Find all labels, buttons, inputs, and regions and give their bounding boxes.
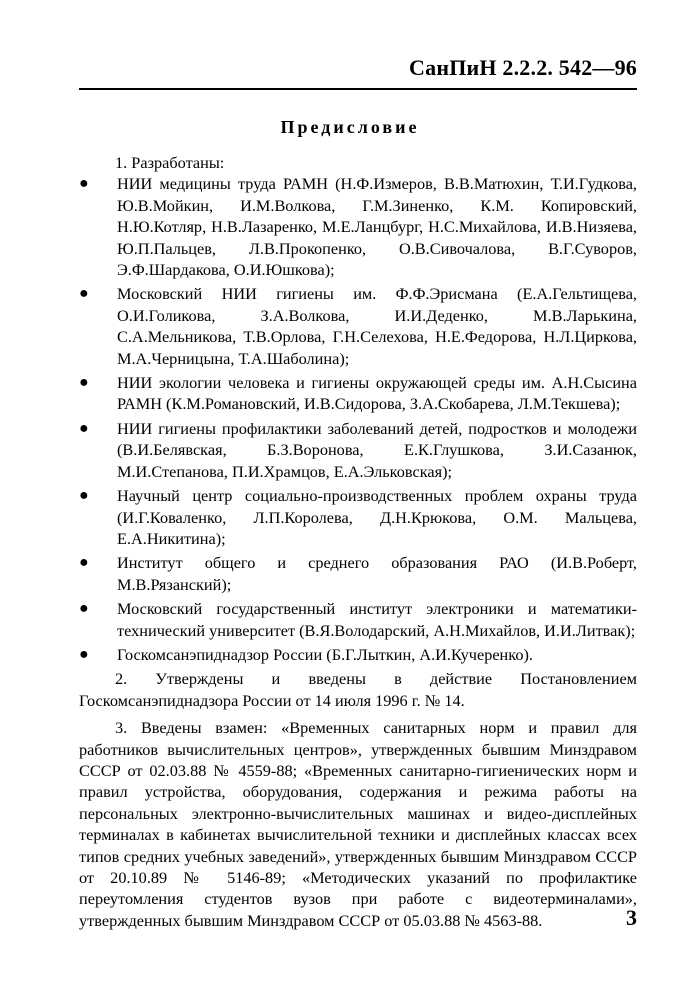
- list-item: [79, 644, 637, 665]
- list-item: [79, 552, 637, 595]
- list-item-text: Научный центр социально-производственных проблем охраны труда (И.Г.Коваленко, Л.П.Королева, Д.Н.Крюкова, О.М. Мальцева, Е.А.Никитина);: [117, 486, 637, 548]
- list-item: [79, 485, 637, 549]
- list-item-text: НИИ гигиены профилактики заболеваний детей, подростков и молодежи (В.И.Белявская, Б.З.Воронова, Е.К.Глушкова, З.И.Сазанюк, М.И.Степанова, П.И.Храмцов, Е.А.Эльковская);: [117, 418, 637, 481]
- header-rule: [79, 88, 637, 90]
- page-number: 3: [626, 905, 637, 930]
- section-2-paragraph: 2. Утверждены и введены в действие Постановлением Госкомсанэпиднадзора России от 14 июля 1996 г. № 14.: [79, 669, 637, 710]
- list-item: [79, 372, 637, 415]
- list-item-text: Московский государственный институт электроники и математики-технический университет (В.Я.Володарский, А.Н.Михайлов, И.И.Литвак);: [117, 599, 637, 640]
- list-item-text: НИИ медицины труда РАМН (Н.Ф.Измеров, В.В.Матюхин, Т.И.Гудкова, Ю.В.Мойкин, И.М.Волкова, Г.М.Зиненко, К.М. Копировский, Н.Ю.Котляр, Н.В.Лазаренко, М.Е.Ланцбург, Н.С.Михайлова, И.В.Низяева, Ю.П.Пальцев, Л.В.Прокопенко, О.В.Сивочалова, В.Г.Суворов, Э.Ф.Шардакова, О.И.Юшкова);: [117, 174, 637, 280]
- bullet-icon: ●: [79, 419, 89, 437]
- section-1-heading: 1. Разработаны:: [115, 153, 225, 172]
- document-code-header: СанПиН 2.2.2. 542—96: [409, 55, 637, 80]
- section-3-paragraph: 3. Введены взамен: «Временных санитарных норм и правил для работников вычислительных центров», утвержденных бывшим Минздравом СССР от 02.03.88 № 4559-88; «Временных санитарно-гигиенических норм и правил устройства, оборудования, содержания и режима работы на персональных электронно-вычислительных машинах и видео-дисплейных терминалах в кабинетах вычислительной техники и дисплейных классах всех типов средних учебных заведений», утвержденных бывшим Минздравом СССР от 20.10.89 № 5146-89; «Методических указаний по профилактике переутомления студентов вузов при работе с видеотерминалами», утвержденных бывшим Минздравом СССР от 05.03.88 № 4563-88.: [79, 718, 637, 930]
- list-item: [79, 283, 637, 369]
- list-item-text: Московский НИИ гигиены им. Ф.Ф.Эрисмана (Е.А.Гельтищева, О.И.Голикова, З.А.Волкова, И.И.Деденко, М.В.Ларькина, С.А.Мельникова, Т.В.Орлова, Г.Н.Селехова, Н.Е.Федорова, Н.Л.Циркова, М.А.Черницына, Т.А.Шаболина);: [117, 284, 637, 368]
- list-item: [79, 418, 637, 482]
- list-item-text: Госкомсанэпиднадзор России (Б.Г.Лыткин, А.И.Кучеренко).: [117, 644, 533, 664]
- bullet-icon: ●: [79, 487, 89, 505]
- document-body: [79, 152, 637, 931]
- developers-list: [79, 173, 637, 665]
- list-item: [79, 173, 637, 280]
- bullet-icon: ●: [79, 285, 89, 303]
- bullet-icon: ●: [79, 645, 89, 663]
- list-item-text: Институт общего и среднего образования РАО (И.В.Роберт, М.В.Рязанский);: [117, 553, 637, 594]
- bullet-icon: ●: [79, 600, 89, 618]
- list-item-text: НИИ экологии человека и гигиены окружающей среды им. А.Н.Сысина РАМН (К.М.Романовский, И.В.Сидорова, З.А.Скобарева, Л.М.Текшева);: [117, 373, 637, 414]
- bullet-icon: ●: [79, 554, 89, 572]
- page-title: Предисловие: [280, 117, 420, 137]
- bullet-icon: ●: [79, 175, 89, 193]
- list-item: [79, 598, 637, 641]
- bullet-icon: ●: [79, 374, 89, 392]
